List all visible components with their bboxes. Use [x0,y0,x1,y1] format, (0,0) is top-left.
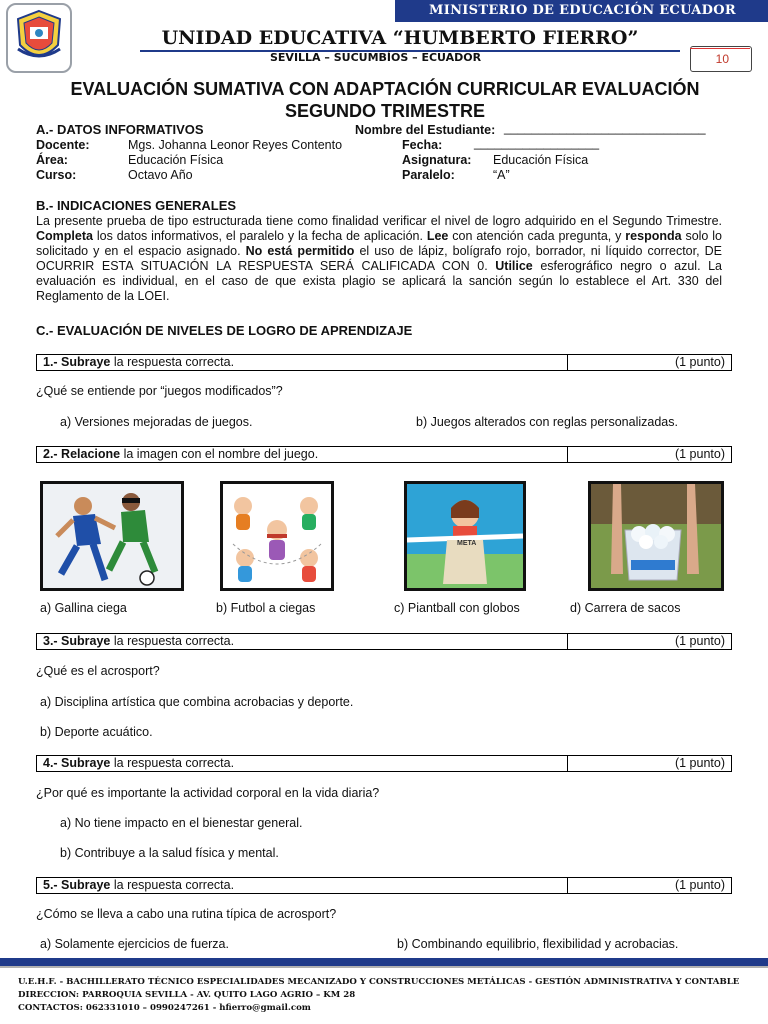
question-4-instruction [43,756,234,770]
instructions-paragraph [36,214,722,304]
q1-option-b[interactable]: b) Juegos alterados con reglas personalizadas. [416,415,678,429]
q5-question: ¿Cómo se lleva a cabo una rutina típica de acrosport? [36,907,337,921]
q2-rest: la imagen con el nombre del juego. [120,447,319,461]
q3-divider [567,634,568,649]
q2-option-d: d) Carrera de sacos [570,601,681,615]
image-carrera-sacos [404,481,526,591]
q4-number: 4.- Subraye [43,756,111,770]
footer-line-1: U.E.H.F. - BACHILLERATO TÉCNICO ESPECIALIDADES MECANIZADO Y CONSTRUCCIONES METÁLICAS - GESTIÓN ADMINISTRATIVA Y CONTABLE [18,977,740,987]
q2-option-a: a) Gallina ciega [40,601,127,615]
question-2-bar [36,446,732,463]
q3-question: ¿Qué es el acrosport? [36,664,160,678]
q1-points: (1 punto) [674,355,725,369]
footer-bar [0,958,768,966]
ministry-text: MINISTERIO DE EDUCACIÓN ECUADOR [429,3,736,18]
instr-bold-4: No está permitido [245,244,355,258]
instr-bold-2: Lee [426,229,449,243]
question-3-bar [36,633,732,650]
score-value: 10 [715,52,729,66]
q2-option-b: b) Futbol a ciegas [216,601,316,615]
asignatura-label: Asignatura: [402,153,472,167]
score-line [690,48,750,49]
q4-question: ¿Por qué es importante la actividad corporal en la vida diaria? [36,786,380,800]
q3-option-b[interactable]: b) Deporte acuático. [40,725,153,739]
instr-text-4: solo lo solicitado y en el espacio asignado. [36,229,722,258]
score-box [690,46,752,72]
q5-option-b[interactable]: b) Combinando equilibrio, flexibilidad y acrobacias. [397,937,679,951]
q4-option-b[interactable]: b) Contribuye a la salud física y mental. [60,846,279,860]
q5-option-a[interactable]: a) Solamente ejercicios de fuerza. [40,937,229,951]
q5-number: 5.- Subraye [43,878,111,892]
question-3-instruction [43,634,234,648]
image-futbol-ciegas [40,481,184,591]
q3-number: 3.- Subraye [43,634,111,648]
section-c-heading: C.- EVALUACIÓN DE NIVELES DE LOGRO DE APRENDIZAJE [36,323,413,338]
exam-title [40,78,730,122]
docente-value: Mgs. Johanna Leonor Reyes Contento [128,138,343,152]
student-field[interactable]: _____________________________ [504,121,706,135]
fecha-label: Fecha: [402,138,443,152]
school-logo [6,3,72,73]
curso-value: Octavo Año [128,168,193,182]
q4-rest: la respuesta correcta. [110,756,235,770]
instr-text-5: el uso de lápiz, bolígrafo rojo, borrador, ni líquido corrector, DE OCURRIR ESTA SITUACIÓN LA RESPUESTA SERÁ CALIFICADA CON 0. [36,244,722,273]
paralelo-value: “A” [493,168,510,182]
footer-line-3: CONTACTOS: 062331010 – 0990247261 - hfierro@gmail.com [18,1003,311,1013]
school-name: UNIDAD EDUCATIVA “HUMBERTO FIERRO” [161,27,639,49]
q5-rest: la respuesta correcta. [110,878,235,892]
q3-rest: la respuesta correcta. [110,634,235,648]
curso-label: Curso: [36,168,77,182]
q4-option-a[interactable]: a) No tiene impacto en el bienestar general. [60,816,303,830]
fecha-field[interactable]: __________________ [474,136,600,150]
q1-divider [567,355,568,370]
ministry-banner [395,0,768,22]
instr-text-2: los datos informativos, el paralelo y la fecha de aplicación. [92,229,427,243]
instr-bold-3: responda [625,229,682,243]
q5-points: (1 punto) [674,878,725,892]
q3-option-a[interactable]: a) Disciplina artística que combina acrobacias y deporte. [40,695,354,709]
section-b-heading: B.- INDICACIONES GENERALES [36,198,237,213]
instr-text-6: esferográfico negro o azul. La evaluación es individual, en el caso de que exista plagio se aplicará la sanción según lo establece el Art. 330 del Reglamento de la LOEI. [36,259,722,303]
q4-divider [567,756,568,771]
section-a-heading: A.- DATOS INFORMATIVOS [36,122,204,137]
instr-bold-5: Utilice [495,259,533,273]
exam-title-line1: EVALUACIÓN SUMATIVA CON ADAPTACIÓN CURRICULAR EVALUACIÓN [70,79,700,99]
q3-points: (1 punto) [674,634,725,648]
instr-bold-1: Completa [36,229,93,243]
question-1-instruction [43,355,234,369]
area-value: Educación Física [128,153,224,167]
student-label: Nombre del Estudiante: [355,123,496,137]
school-location: SEVILLA – SUCUMBÍOS – ECUADOR [270,51,482,64]
docente-label: Docente: [36,138,90,152]
q2-number: 2.- Relacione [43,447,121,461]
footer-line-2: DIRECCION: PARROQUIA SEVILLA - AV. QUITO LAGO AGRIO – KM 28 [18,990,356,1000]
meta-label: META [457,540,477,547]
instr-text-3: con atención cada pregunta, y [448,229,626,243]
q1-question: ¿Qué se entiende por “juegos modificados”? [36,384,283,398]
asignatura-value: Educación Física [493,153,589,167]
q2-points: (1 punto) [674,447,725,461]
image-gallina-ciega [220,481,334,591]
image-paintball-globos [588,481,724,591]
q2-divider [567,447,568,462]
question-5-instruction [43,878,234,892]
question-5-bar [36,877,732,894]
paralelo-label: Paralelo: [402,168,455,182]
exam-title-line2: SEGUNDO TRIMESTRE [284,101,485,121]
q5-divider [567,878,568,893]
q1-rest: la respuesta correcta. [110,355,235,369]
instr-text-1: La presente prueba de tipo estructurada tiene como finalidad verificar el nivel de logro adquirido en el Segundo Trimestre. [36,214,722,228]
question-1-bar [36,354,732,371]
question-2-instruction [43,447,318,461]
q4-points: (1 punto) [674,756,725,770]
area-label: Área: [36,153,68,167]
footer-divider [0,966,768,968]
q1-option-a[interactable]: a) Versiones mejoradas de juegos. [60,415,253,429]
q1-number: 1.- Subraye [43,355,111,369]
q2-option-c: c) Piantball con globos [394,601,520,615]
question-4-bar [36,755,732,772]
